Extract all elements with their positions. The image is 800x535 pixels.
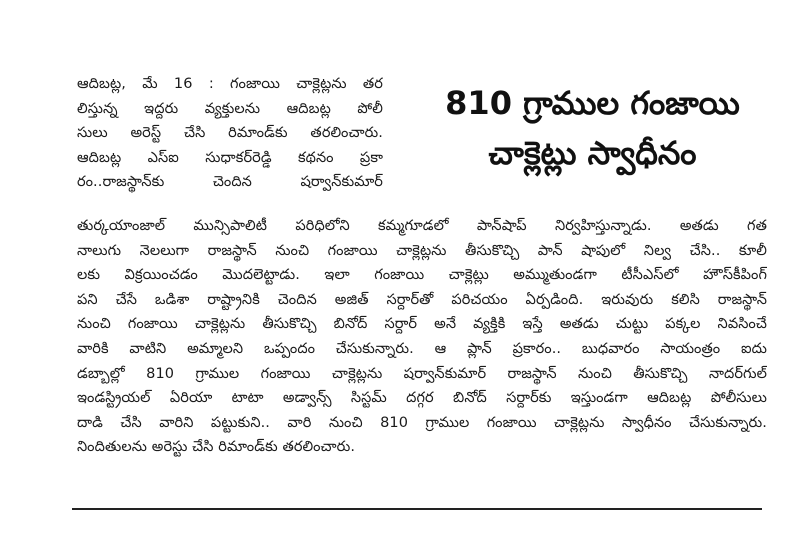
lead-line: ఆదిబట్ల ఎస్ఐ సుధాకర్‌రెడ్డి కథనం ప్రకా	[77, 149, 383, 166]
body-line: ఇండస్ట్రియల్ ఏరియా టాటా అడ్వాన్స్ సిస్టమ్ దగ్గర బినోద్ సర్దార్‌కు ఇస్తుండగా ఆదిబట్ల పోలీసులు	[77, 390, 767, 407]
lead-line: సులు అరెస్ట్ చేసి రిమాండ్‌కు తరలించారు.	[77, 125, 383, 142]
body-line: దాడి చేసి వారిని పట్టుకుని.. వారి నుంచి 810 గ్రాముల గంజాయి చాక్లెట్లను స్వాధీనం చేసుకున్నారు.	[77, 414, 767, 431]
body-line: నాలుగు నెలలుగా రాజస్థాన్ నుంచి గంజాయి చాక్లెట్లను తీసుకొచ్చి పాన్ షాపులో నిల్వ చేసి.. కూలీ	[77, 242, 767, 259]
body-line: నుంచి గంజాయి చాక్లెట్లను తీసుకొచ్చి బినోద్ సర్దార్ అనే వ్యక్తికి ఇస్తే అతడు చుట్టు పక్కల నివసించే	[77, 316, 767, 333]
body-paragraph	[77, 214, 767, 460]
body-line: లకు విక్రయించడం మొదలెట్టాడు. ఇలా గంజాయి చాక్లెట్లు అమ్ముతుండగా టీసీఎస్‌లో హౌస్‌కీపింగ్	[77, 267, 767, 284]
lead-line: ఆదిబట్ల, మే 16 : గంజాయి చాక్లెట్లను తర	[77, 76, 383, 92]
body-line: డబ్బాల్లో 810 గ్రాముల గంజాయి చాక్లెట్లను షర్వాన్‌కుమార్ రాజస్థాన్ నుంచి తీసుకొచ్చి నాదర్‌గుల్	[77, 365, 767, 382]
body-line: పని చేసే ఒడిశా రాష్ట్రానికి చెందిన అజిత్ సర్దార్‌తో పరిచయం ఏర్పడింది. ఇరువురు కలిసి రాజస్థాన్	[77, 291, 767, 308]
lead-line: లిస్తున్న ఇద్దరు వ్యక్తులను ఆదిబట్ల పోలీ	[77, 100, 383, 117]
bottom-divider	[72, 508, 762, 510]
lead-line: రం..రాజస్థాన్‌కు చెందిన షర్వాన్‌కుమార్	[77, 174, 383, 191]
body-line: వారికి వాటిని అమ్మాలని ఒప్పందం చేసుకున్నారు. ఆ ప్లాన్ ప్రకారం.. బుధవారం సాయంత్రం ఐదు	[77, 340, 767, 357]
lead-paragraph	[77, 72, 383, 195]
headline-line-1: 810 గ్రాముల గంజాయి	[445, 84, 740, 122]
body-line: తుర్కయాంజాల్ మున్సిపాలిటీ పరిధిలోని కమ్మగూడలో పాన్‌షాప్ నిర్వహిస్తున్నాడు. అతడు గత	[77, 218, 767, 234]
headline	[395, 78, 790, 178]
body-line: నిందితులను అరెస్టు చేసి రిమాండ్‌కు తరలించారు.	[77, 439, 356, 456]
headline-line-2: చాక్లెట్లు స్వాధీనం	[488, 134, 697, 172]
